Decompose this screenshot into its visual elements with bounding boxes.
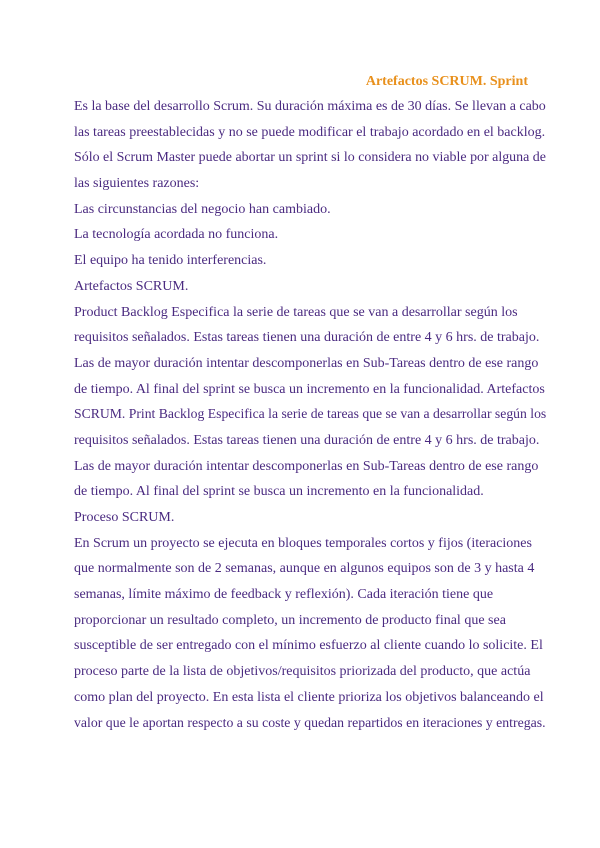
body-text-line: proceso parte de la lista de objetivos/requisitos priorizada del producto, que actúa xyxy=(74,664,531,680)
body-text-line: Es la base del desarrollo Scrum. Su duración máxima es de 30 días. Se llevan a cabo xyxy=(74,99,546,114)
body-text-line: de tiempo. Al final del sprint se busca un incremento en la funcionalidad. xyxy=(74,484,484,500)
body-text-line: requisitos señalados. Estas tareas tienen una duración de entre 4 y 6 hrs. de trabajo. xyxy=(74,432,540,448)
body-text-line: que normalmente son de 2 semanas, aunque en algunos equipos son de 3 y hasta 4 xyxy=(74,561,535,577)
body-text-line: Artefactos SCRUM. xyxy=(74,278,189,294)
body-text-line: de tiempo. Al final del sprint se busca un incremento en la funcionalidad. Artefactos xyxy=(74,381,545,397)
body-text-line: requisitos señalados. Estas tareas tienen una duración de entre 4 y 6 hrs. de trabajo. xyxy=(74,330,540,346)
body-text-line: Las de mayor duración intentar descomponerlas en Sub-Tareas dentro de ese rango xyxy=(74,355,539,371)
body-text-line: las tareas preestablecidas y no se puede modificar el trabajo acordado en el backlog. xyxy=(74,124,546,140)
body-text-line: susceptible de ser entregado con el mínimo esfuerzo al cliente cuando lo solicite. El xyxy=(74,638,543,654)
body-text-line: semanas, límite máximo de feedback y reflexión). Cada iteración tiene que xyxy=(74,587,494,603)
body-text-line: El equipo ha tenido interferencias. xyxy=(74,253,267,269)
body-text-line: Las de mayor duración intentar descomponerlas en Sub-Tareas dentro de ese rango xyxy=(74,458,539,474)
body-text-line: Sólo el Scrum Master puede abortar un sprint si lo considera no viable por alguna de xyxy=(74,150,546,166)
document-heading: Artefactos SCRUM. Sprint xyxy=(365,74,528,89)
body-text-line: En Scrum un proyecto se ejecuta en bloques temporales cortos y fijos (iteraciones xyxy=(74,535,532,551)
document-body xyxy=(74,94,547,736)
body-text-line: como plan del proyecto. En esta lista el cliente prioriza los objetivos balanceando el xyxy=(74,689,544,705)
body-text-line: las siguientes razones: xyxy=(74,176,200,192)
body-text-line: proporcionar un resultado completo, un incremento de producto final que sea xyxy=(74,612,506,628)
body-text-line: SCRUM. Print Backlog Especifica la serie de tareas que se van a desarrollar según los xyxy=(74,407,547,423)
body-text-line: La tecnología acordada no funciona. xyxy=(74,227,279,243)
body-text-line: Las circunstancias del negocio han cambiado. xyxy=(74,201,331,217)
body-text-line: Product Backlog Especifica la serie de tareas que se van a desarrollar según los xyxy=(74,304,518,320)
body-text-line: valor que le aportan respecto a su coste y quedan repartidos en iteraciones y entregas. xyxy=(74,715,546,731)
body-text-line: Proceso SCRUM. xyxy=(74,510,175,525)
